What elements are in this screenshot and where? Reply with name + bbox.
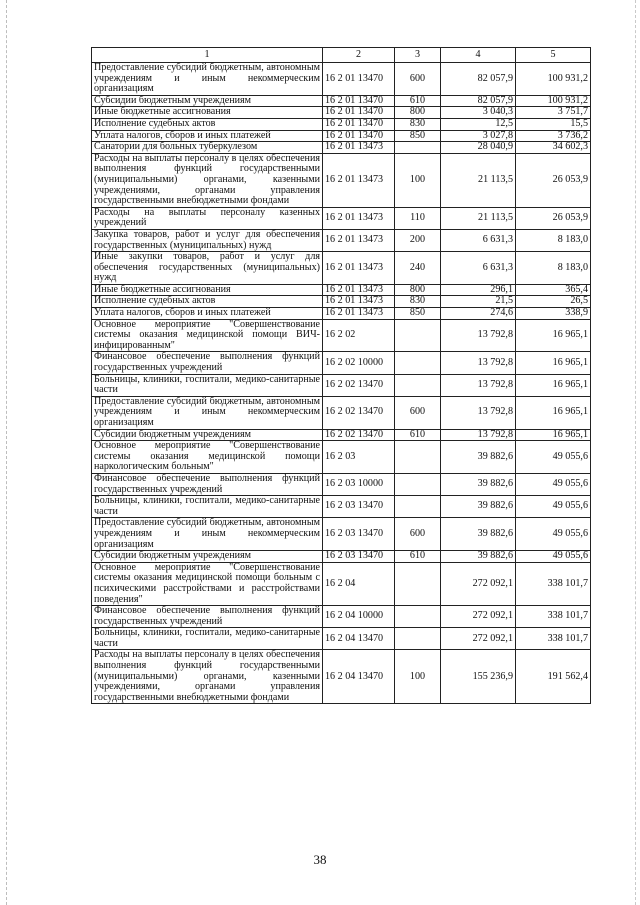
cell-code: 16 2 01 13473 xyxy=(323,284,395,296)
cell-value-5: 16 965,1 xyxy=(516,374,591,396)
cell-value-4: 13 792,8 xyxy=(441,352,516,374)
cell-name: Больницы, клиники, госпитали, медико-санитарные части xyxy=(92,628,323,650)
cell-name: Расходы на выплаты персоналу казенных учреждений xyxy=(92,207,323,229)
cell-value-4: 39 882,6 xyxy=(441,496,516,518)
column-header-value-5: 5 xyxy=(516,48,591,63)
table-header-row xyxy=(92,48,591,63)
table-row xyxy=(92,296,591,308)
table-row xyxy=(92,319,591,352)
cell-code: 16 2 01 13473 xyxy=(323,207,395,229)
cell-value-5: 26 053,9 xyxy=(516,153,591,207)
cell-expense-kind: 830 xyxy=(395,296,441,308)
cell-value-4: 21 113,5 xyxy=(441,153,516,207)
cell-expense-kind xyxy=(395,352,441,374)
cell-value-4: 39 882,6 xyxy=(441,518,516,551)
cell-name: Финансовое обеспечение выполнения функций государственных учреждений xyxy=(92,606,323,628)
cell-value-4: 28 040,9 xyxy=(441,142,516,154)
cell-expense-kind: 100 xyxy=(395,153,441,207)
cell-value-5: 26,5 xyxy=(516,296,591,308)
cell-value-5: 8 183,0 xyxy=(516,252,591,285)
cell-expense-kind: 610 xyxy=(395,551,441,563)
cell-code: 16 2 04 13470 xyxy=(323,650,395,704)
table-row xyxy=(92,308,591,320)
cell-expense-kind: 850 xyxy=(395,130,441,142)
cell-name: Иные закупки товаров, работ и услуг для обеспечения государственных (муниципальных) нужд xyxy=(92,252,323,285)
cell-name: Санатории для больных туберкулезом xyxy=(92,142,323,154)
cell-expense-kind xyxy=(395,374,441,396)
table-row xyxy=(92,441,591,474)
cell-code: 16 2 04 xyxy=(323,562,395,605)
cell-expense-kind: 600 xyxy=(395,63,441,96)
cell-name: Основное мероприятие "Совершенствование системы оказания медицинской помощи наркологическим больным" xyxy=(92,441,323,474)
cell-name: Субсидии бюджетным учреждениям xyxy=(92,551,323,563)
cell-expense-kind: 610 xyxy=(395,95,441,107)
table-row xyxy=(92,518,591,551)
cell-code: 16 2 02 13470 xyxy=(323,396,395,429)
column-header-value-4: 4 xyxy=(441,48,516,63)
table-row xyxy=(92,352,591,374)
table-row xyxy=(92,429,591,441)
cell-expense-kind xyxy=(395,496,441,518)
cell-value-5: 8 183,0 xyxy=(516,229,591,251)
table-row xyxy=(92,63,591,96)
cell-expense-kind: 830 xyxy=(395,118,441,130)
cell-value-5: 3 736,2 xyxy=(516,130,591,142)
cell-code: 16 2 03 10000 xyxy=(323,473,395,495)
table-row xyxy=(92,473,591,495)
cell-value-4: 12,5 xyxy=(441,118,516,130)
cell-expense-kind: 610 xyxy=(395,429,441,441)
cell-name: Финансовое обеспечение выполнения функций государственных учреждений xyxy=(92,352,323,374)
cell-code: 16 2 01 13470 xyxy=(323,95,395,107)
cell-value-4: 82 057,9 xyxy=(441,95,516,107)
table-row xyxy=(92,284,591,296)
cell-name: Иные бюджетные ассигнования xyxy=(92,107,323,119)
cell-expense-kind xyxy=(395,628,441,650)
cell-value-4: 39 882,6 xyxy=(441,473,516,495)
cell-value-4: 6 631,3 xyxy=(441,252,516,285)
cell-code: 16 2 04 10000 xyxy=(323,606,395,628)
column-header-name: 1 xyxy=(92,48,323,63)
cell-name: Исполнение судебных актов xyxy=(92,118,323,130)
cell-value-4: 21 113,5 xyxy=(441,207,516,229)
table-row xyxy=(92,118,591,130)
cell-code: 16 2 04 13470 xyxy=(323,628,395,650)
cell-value-5: 3 751,7 xyxy=(516,107,591,119)
cell-value-5: 16 965,1 xyxy=(516,429,591,441)
cell-value-5: 16 965,1 xyxy=(516,352,591,374)
cell-value-5: 100 931,2 xyxy=(516,63,591,96)
table-row xyxy=(92,229,591,251)
cell-code: 16 2 02 13470 xyxy=(323,374,395,396)
cell-value-4: 13 792,8 xyxy=(441,319,516,352)
cell-name: Субсидии бюджетным учреждениям xyxy=(92,95,323,107)
table-row xyxy=(92,153,591,207)
cell-name: Иные бюджетные ассигнования xyxy=(92,284,323,296)
cell-code: 16 2 02 xyxy=(323,319,395,352)
cell-expense-kind: 600 xyxy=(395,396,441,429)
cell-code: 16 2 03 13470 xyxy=(323,518,395,551)
cell-expense-kind: 240 xyxy=(395,252,441,285)
cell-name: Основное мероприятие "Совершенствование системы оказания медицинской помощи ВИЧ-инфицированным" xyxy=(92,319,323,352)
budget-table xyxy=(91,47,591,704)
table-row xyxy=(92,650,591,704)
cell-name: Больницы, клиники, госпитали, медико-санитарные части xyxy=(92,496,323,518)
cell-name: Закупка товаров, работ и услуг для обеспечения государственных (муниципальных) нужд xyxy=(92,229,323,251)
cell-code: 16 2 02 13470 xyxy=(323,429,395,441)
table-row xyxy=(92,551,591,563)
cell-name: Финансовое обеспечение выполнения функций государственных учреждений xyxy=(92,473,323,495)
cell-name: Уплата налогов, сборов и иных платежей xyxy=(92,308,323,320)
cell-value-4: 3 027,8 xyxy=(441,130,516,142)
cell-expense-kind: 200 xyxy=(395,229,441,251)
cell-value-5: 49 055,6 xyxy=(516,518,591,551)
cell-value-5: 365,4 xyxy=(516,284,591,296)
cell-code: 16 2 01 13470 xyxy=(323,63,395,96)
cell-name: Субсидии бюджетным учреждениям xyxy=(92,429,323,441)
cell-value-5: 49 055,6 xyxy=(516,496,591,518)
cell-expense-kind xyxy=(395,562,441,605)
table-row xyxy=(92,606,591,628)
cell-code: 16 2 01 13470 xyxy=(323,107,395,119)
cell-name: Предоставление субсидий бюджетным, автономным учреждениям и иным некоммерческим организациям xyxy=(92,63,323,96)
cell-value-4: 13 792,8 xyxy=(441,429,516,441)
cell-value-4: 21,5 xyxy=(441,296,516,308)
cell-code: 16 2 01 13470 xyxy=(323,118,395,130)
cell-name: Расходы на выплаты персоналу в целях обеспечения выполнения функций государственными (муниципальными) органами, казенными учреждениями, органами управления государственными внебюджетными фондами xyxy=(92,650,323,704)
cell-expense-kind xyxy=(395,142,441,154)
cell-expense-kind: 800 xyxy=(395,284,441,296)
table-row xyxy=(92,107,591,119)
table-row xyxy=(92,130,591,142)
cell-code: 16 2 01 13473 xyxy=(323,229,395,251)
cell-code: 16 2 03 13470 xyxy=(323,496,395,518)
cell-code: 16 2 01 13473 xyxy=(323,153,395,207)
cell-value-5: 338 101,7 xyxy=(516,606,591,628)
cell-name: Основное мероприятие "Совершенствование системы оказания медицинской помощи больным с психическими расстройствами и расстройствами поведения" xyxy=(92,562,323,605)
cell-value-4: 272 092,1 xyxy=(441,606,516,628)
cell-value-4: 296,1 xyxy=(441,284,516,296)
cell-value-5: 191 562,4 xyxy=(516,650,591,704)
cell-value-5: 49 055,6 xyxy=(516,473,591,495)
cell-name: Предоставление субсидий бюджетным, автономным учреждениям и иным некоммерческим организациям xyxy=(92,396,323,429)
cell-value-5: 338 101,7 xyxy=(516,562,591,605)
cell-value-5: 16 965,1 xyxy=(516,319,591,352)
cell-code: 16 2 01 13473 xyxy=(323,142,395,154)
cell-value-4: 39 882,6 xyxy=(441,551,516,563)
cell-value-5: 100 931,2 xyxy=(516,95,591,107)
cell-value-5: 49 055,6 xyxy=(516,441,591,474)
cell-value-5: 338 101,7 xyxy=(516,628,591,650)
cell-value-5: 34 602,3 xyxy=(516,142,591,154)
cell-value-5: 15,5 xyxy=(516,118,591,130)
cell-code: 16 2 03 xyxy=(323,441,395,474)
cell-name: Уплата налогов, сборов и иных платежей xyxy=(92,130,323,142)
table-body xyxy=(92,63,591,704)
cell-name: Предоставление субсидий бюджетным, автономным учреждениям и иным некоммерческим организациям xyxy=(92,518,323,551)
cell-code: 16 2 01 13473 xyxy=(323,252,395,285)
table-row xyxy=(92,207,591,229)
cell-value-5: 338,9 xyxy=(516,308,591,320)
cell-expense-kind xyxy=(395,606,441,628)
column-header-kind: 3 xyxy=(395,48,441,63)
cell-code: 16 2 01 13473 xyxy=(323,308,395,320)
table-row xyxy=(92,628,591,650)
cell-expense-kind xyxy=(395,319,441,352)
cell-name: Расходы на выплаты персоналу в целях обеспечения выполнения функций государственными (муниципальными) органами, казенными учреждениями, органами управления государственными внебюджетными фондами xyxy=(92,153,323,207)
cell-expense-kind: 110 xyxy=(395,207,441,229)
cell-value-4: 274,6 xyxy=(441,308,516,320)
cell-name: Больницы, клиники, госпитали, медико-санитарные части xyxy=(92,374,323,396)
cell-code: 16 2 03 13470 xyxy=(323,551,395,563)
column-header-code: 2 xyxy=(323,48,395,63)
cell-value-4: 39 882,6 xyxy=(441,441,516,474)
cell-value-4: 155 236,9 xyxy=(441,650,516,704)
table-row xyxy=(92,95,591,107)
cell-value-4: 272 092,1 xyxy=(441,628,516,650)
cell-value-4: 3 040,3 xyxy=(441,107,516,119)
cell-code: 16 2 01 13470 xyxy=(323,130,395,142)
cell-expense-kind: 850 xyxy=(395,308,441,320)
cell-value-4: 82 057,9 xyxy=(441,63,516,96)
cell-expense-kind xyxy=(395,441,441,474)
cell-value-4: 13 792,8 xyxy=(441,396,516,429)
cell-code: 16 2 01 13473 xyxy=(323,296,395,308)
table-row xyxy=(92,496,591,518)
page-edge-left xyxy=(6,0,7,905)
cell-code: 16 2 02 10000 xyxy=(323,352,395,374)
table-row xyxy=(92,252,591,285)
cell-value-4: 13 792,8 xyxy=(441,374,516,396)
table-row xyxy=(92,142,591,154)
cell-value-5: 26 053,9 xyxy=(516,207,591,229)
table-row xyxy=(92,562,591,605)
cell-value-5: 49 055,6 xyxy=(516,551,591,563)
table-row xyxy=(92,396,591,429)
cell-name: Исполнение судебных актов xyxy=(92,296,323,308)
cell-expense-kind: 100 xyxy=(395,650,441,704)
page-number: 38 xyxy=(313,852,327,867)
cell-value-5: 16 965,1 xyxy=(516,396,591,429)
cell-expense-kind xyxy=(395,473,441,495)
cell-value-4: 272 092,1 xyxy=(441,562,516,605)
cell-value-4: 6 631,3 xyxy=(441,229,516,251)
page-edge-right xyxy=(635,0,636,905)
table-row xyxy=(92,374,591,396)
cell-expense-kind: 600 xyxy=(395,518,441,551)
cell-expense-kind: 800 xyxy=(395,107,441,119)
